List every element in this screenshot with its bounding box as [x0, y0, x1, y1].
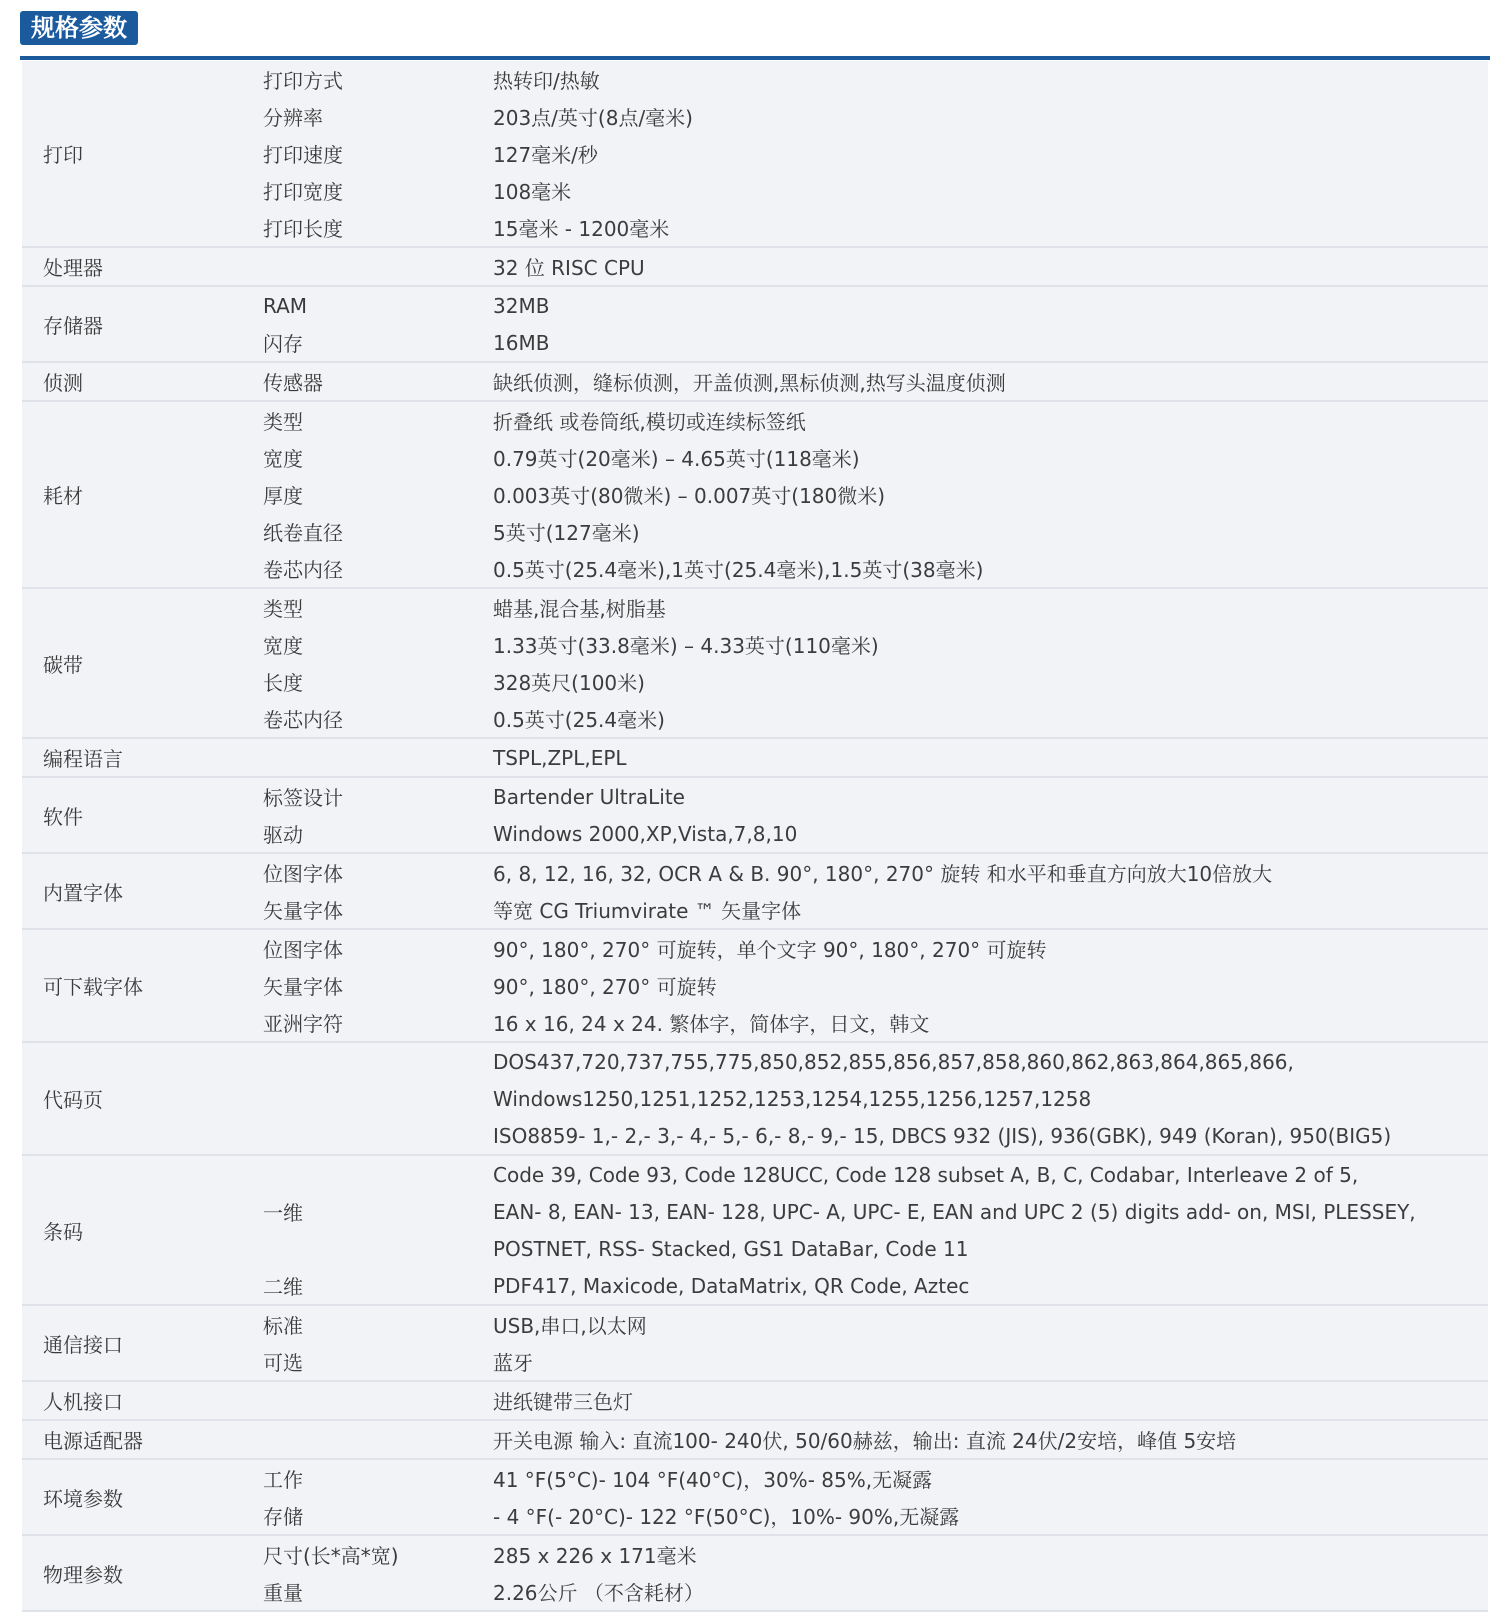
spec-value: 1.33英寸(33.8毫米) – 4.33英寸(110毫米) [493, 634, 879, 658]
spec-category: 侦测 [43, 371, 83, 395]
spec-group [22, 1535, 1488, 1611]
spec-subcategory: 宽度 [263, 447, 303, 471]
spec-value: 0.5英寸(25.4毫米) [493, 708, 665, 732]
spec-value: 16MB [493, 330, 550, 355]
spec-table [22, 61, 1488, 1612]
spec-category: 内置字体 [43, 880, 123, 905]
spec-subcategory: 打印方式 [263, 69, 343, 93]
spec-value: 进纸键带三色灯 [493, 1390, 633, 1414]
spec-category: 处理器 [43, 256, 103, 280]
section-title: 规格参数 [20, 11, 138, 45]
spec-value: 285 x 226 x 171毫米 [493, 1544, 697, 1568]
spec-subcategory: 打印宽度 [263, 180, 343, 204]
spec-value: 开关电源 输入: 直流100- 240伏, 50/60赫兹，输出: 直流 24伏/2安培，峰值 5安培 [493, 1429, 1237, 1453]
spec-value: 328英尺(100米) [493, 671, 645, 695]
spec-value: 蓝牙 [493, 1351, 533, 1375]
spec-value: 0.79英寸(20毫米) – 4.65英寸(118毫米) [493, 447, 860, 471]
spec-category: 通信接口 [43, 1332, 123, 1357]
spec-subcategory: 位图字体 [263, 862, 343, 886]
spec-subcategory: 打印长度 [263, 217, 343, 241]
spec-row [22, 1535, 1488, 1573]
spec-category: 打印 [43, 143, 83, 167]
spec-value: 6, 8, 12, 16, 32, OCR A & B. 90°, 180°, 270° 旋转 和水平和垂直方向放大10倍放大 [493, 862, 1273, 886]
spec-subcategory [244, 1042, 476, 1080]
spec-subcategory [244, 1155, 476, 1193]
spec-row [22, 362, 1488, 401]
spec-row [22, 929, 1488, 967]
spec-subcategory: 可选 [263, 1351, 303, 1375]
spec-subcategory: 类型 [263, 597, 303, 621]
spec-value: EAN- 8, EAN- 13, EAN- 128, UPC- A, UPC- E, EAN and UPC 2 (5) digits add- on, MSI, PLESSEY, [493, 1199, 1416, 1224]
spec-category: 编程语言 [43, 747, 123, 771]
spec-subcategory: 驱动 [263, 823, 303, 847]
spec-subcategory [244, 1117, 476, 1155]
spec-subcategory: 传感器 [263, 371, 323, 395]
spec-category: 可下载字体 [43, 975, 143, 999]
spec-row [22, 61, 1488, 98]
spec-subcategory: 打印速度 [263, 143, 343, 167]
spec-value: 41 °F(5°C)- 104 °F(40°C)，30%- 85%,无凝露 [493, 1468, 933, 1492]
spec-value: Windows1250,1251,1252,1253,1254,1255,1256,1257,1258 [493, 1086, 1092, 1111]
spec-subcategory: 矢量字体 [263, 975, 343, 999]
spec-group [22, 853, 1488, 929]
spec-group [22, 362, 1488, 401]
spec-subcategory [244, 1230, 476, 1267]
spec-subcategory: 矢量字体 [263, 899, 343, 923]
spec-value: 203点/英寸(8点/毫米) [493, 106, 693, 130]
spec-value: TSPL,ZPL,EPL [493, 745, 627, 770]
spec-subcategory: 闪存 [263, 332, 303, 356]
spec-value: USB,串口,以太网 [493, 1314, 647, 1338]
spec-value: 0.003英寸(80微米) – 0.007英寸(180微米) [493, 484, 886, 508]
spec-value: 90°, 180°, 270° 可旋转，单个文字 90°, 180°, 270° 可旋转 [493, 938, 1047, 962]
spec-subcategory: 类型 [263, 410, 303, 434]
spec-value: 16 x 16, 24 x 24. 繁体字，简体字，日文，韩文 [493, 1012, 930, 1036]
spec-value: Windows 2000,XP,Vista,7,8,10 [493, 821, 798, 846]
spec-value: 折叠纸 或卷筒纸,模切或连续标签纸 [493, 410, 806, 434]
spec-subcategory: 尺寸(长*高*宽) [263, 1544, 399, 1568]
spec-value: ISO8859- 1,- 2,- 3,- 4,- 5,- 6,- 8,- 9,- 15, DBCS 932 (JIS), 936(GBK), 949 (Koran), 950(BIG5) [493, 1123, 1392, 1148]
spec-category: 条码 [43, 1219, 83, 1244]
spec-group [22, 1042, 1488, 1155]
spec-category: 环境参数 [43, 1486, 123, 1511]
spec-value: 0.5英寸(25.4毫米),1英寸(25.4毫米),1.5英寸(38毫米) [493, 558, 984, 582]
spec-value: 90°, 180°, 270° 可旋转 [493, 975, 717, 999]
spec-group [22, 1420, 1488, 1459]
spec-group [22, 1155, 1488, 1305]
spec-subcategory: 存储 [263, 1505, 303, 1529]
spec-category: 存储器 [43, 313, 103, 338]
spec-value: 15毫米 - 1200毫米 [493, 217, 670, 241]
spec-subcategory: 卷芯内径 [263, 558, 343, 582]
spec-subcategory [244, 738, 476, 777]
spec-row [22, 853, 1488, 891]
spec-group [22, 247, 1488, 286]
spec-row [22, 1459, 1488, 1497]
spec-value: Bartender UltraLite [493, 784, 685, 809]
spec-row [22, 1420, 1488, 1459]
spec-subcategory: 纸卷直径 [263, 521, 343, 545]
spec-group [22, 286, 1488, 362]
spec-group [22, 1305, 1488, 1381]
spec-row [22, 1381, 1488, 1420]
spec-value: 32MB [493, 293, 550, 318]
spec-subcategory: 工作 [263, 1468, 303, 1492]
spec-value: 蜡基,混合基,树脂基 [493, 597, 666, 621]
spec-group [22, 1459, 1488, 1535]
spec-subcategory: 厚度 [263, 484, 303, 508]
spec-group [22, 1381, 1488, 1420]
spec-subcategory: 长度 [263, 671, 303, 695]
spec-subcategory [244, 247, 476, 286]
spec-group [22, 61, 1488, 247]
spec-row [22, 247, 1488, 286]
spec-row [22, 738, 1488, 777]
spec-value: 缺纸侦测，缝标侦测，开盖侦测,黑标侦测,热写头温度侦测 [493, 371, 1006, 395]
spec-subcategory [244, 1420, 476, 1459]
spec-subcategory: 重量 [263, 1581, 303, 1605]
spec-subcategory: 分辨率 [263, 106, 323, 130]
spec-row [22, 1305, 1488, 1343]
spec-subcategory: 一维 [263, 1201, 303, 1225]
spec-category: 物理参数 [43, 1562, 123, 1587]
spec-row [22, 401, 1488, 439]
spec-subcategory: 标准 [263, 1314, 303, 1338]
spec-value: 108毫米 [493, 180, 572, 204]
spec-category: 人机接口 [43, 1390, 123, 1414]
spec-value: 32 位 RISC CPU [493, 256, 645, 280]
spec-category: 电源适配器 [43, 1429, 143, 1453]
spec-subcategory: 二维 [263, 1275, 303, 1299]
spec-group [22, 929, 1488, 1042]
spec-subcategory: 卷芯内径 [263, 708, 343, 732]
spec-category: 耗材 [43, 484, 83, 508]
spec-category: 软件 [43, 804, 83, 829]
spec-subcategory: 位图字体 [263, 938, 343, 962]
spec-value: 等宽 CG Triumvirate ™ 矢量字体 [493, 899, 802, 923]
spec-row [22, 777, 1488, 815]
spec-category: 碳带 [43, 652, 83, 677]
spec-group [22, 401, 1488, 588]
spec-category: 代码页 [43, 1088, 103, 1112]
spec-subcategory: RAM [263, 293, 308, 318]
spec-row [22, 1042, 1488, 1080]
spec-value: POSTNET, RSS- Stacked, GS1 DataBar, Code 11 [493, 1236, 969, 1261]
spec-value: Code 39, Code 93, Code 128UCC, Code 128 subset A, B, C, Codabar, Interleave 2 of 5, [493, 1162, 1359, 1187]
spec-row [22, 588, 1488, 626]
spec-value: - 4 °F(- 20°C)- 122 °F(50°C)，10%- 90%,无凝露 [493, 1505, 960, 1529]
spec-subcategory [244, 1381, 476, 1420]
spec-value: 127毫米/秒 [493, 143, 598, 167]
spec-row [22, 1155, 1488, 1193]
spec-value: PDF417, Maxicode, DataMatrix, QR Code, Aztec [493, 1273, 970, 1298]
spec-subcategory: 宽度 [263, 634, 303, 658]
spec-row [22, 286, 1488, 324]
spec-group [22, 738, 1488, 777]
spec-subcategory: 亚洲字符 [263, 1012, 343, 1036]
spec-value: 5英寸(127毫米) [493, 521, 640, 545]
spec-group [22, 777, 1488, 853]
spec-value: 2.26公斤 （不含耗材） [493, 1581, 704, 1605]
title-rule [20, 56, 1490, 60]
spec-subcategory [244, 1080, 476, 1117]
spec-group [22, 588, 1488, 738]
spec-value: 热转印/热敏 [493, 69, 600, 93]
spec-value: DOS437,720,737,755,775,850,852,855,856,857,858,860,862,863,864,865,866, [493, 1049, 1294, 1074]
spec-subcategory: 标签设计 [263, 786, 343, 810]
